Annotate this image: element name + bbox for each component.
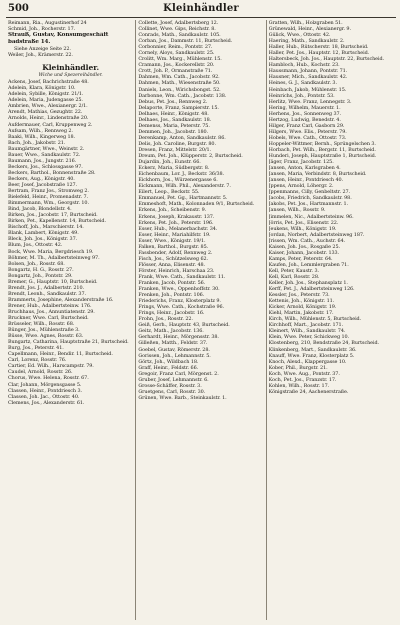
directory-entry: Adelein, Klara, Königstr. 10. xyxy=(8,85,76,92)
directory-entry: Eickmann, Wilh. Phil., Alexanderstr. 7. xyxy=(138,183,231,190)
directory-entry: Debus, Pet. Jos., Rennweg 2. xyxy=(138,98,208,105)
directory-entry: Jacobs, Friedrich, Sandkaulstr. 98. xyxy=(268,195,352,202)
directory-entry: Corbonnier, Reim., Pontstr. 27. xyxy=(138,44,213,51)
directory-entry: Reimann, Ria., Augustinerhof 24 xyxy=(8,20,87,26)
directory-entry: Haller, Hub., Rütscherstr. 18, Burtscheid. xyxy=(268,44,369,51)
directory-entry: Erkens, Joseph, Krakaustr. 137. xyxy=(138,213,215,220)
directory-entry: Gerhardt, Heinr., Mörgensstr. 38. xyxy=(138,334,219,341)
directory-entry: Fisch, Jos., Schützelsweg 62. xyxy=(138,255,208,262)
directory-entry: Kamps, Peter, Peterstr. 64. xyxy=(268,255,333,262)
directory-entry: Kirchhoff, Mart., Jacobstr. 171. xyxy=(268,322,344,329)
directory-entry: Derenkamp, Anton, Sandkaulstr. 86. xyxy=(138,134,226,141)
directory-entry: Bischoff, Joh., Marschierstr. 14. xyxy=(8,224,84,231)
directory-entry: Kober, Phil., Burgstr. 21. xyxy=(268,364,328,371)
directory-entry: Gülick, Wwe., Ottostr. 42. xyxy=(268,32,331,39)
directory-entry: Cornely, Aloys, Sandkaulstr. 25. xyxy=(138,50,215,57)
directory-entry: Herhens, Jos., Sonnenweg 37. xyxy=(268,110,341,117)
directory-entry: Beckers, Jos., Schlossgasse 97. xyxy=(8,163,83,170)
directory-entry: Graff, Heinr., Feldstr. 66. xyxy=(138,364,199,371)
directory-entry: Aufdermauer, Carl, Kruppenweg 2. xyxy=(8,121,93,128)
directory-entry: Ackens, Josef, Bachrichstraße 48. xyxy=(8,79,89,86)
directory-entry: Dahmen, Wm. Cath., Jacobstr. 92. xyxy=(138,74,220,81)
directory-entry: badstraße 14. xyxy=(8,39,51,46)
directory-entry: Esser, Hub., Melanerbachstr. 34. xyxy=(138,225,218,232)
directory-entry: Weiler, Joh., Krämerstr. 22. xyxy=(8,52,73,59)
directory-entry: Dahmen, Math., Wiesenstraße 50. xyxy=(138,80,221,87)
directory-entry: Bruckner, Wwe. Carl, Burtscheid. xyxy=(8,315,89,322)
directory-entry: Heinbach, Jakob, Mühlenstr. 15. xyxy=(268,86,347,93)
directory-entry: Kell, Peter, Kaustr. 3. xyxy=(268,267,319,274)
directory-entry: Brüsseler, Wilh., Rosstr. 68. xyxy=(8,321,75,328)
directory-entry: Delis, Joh. Caroline, Burgstr. 80. xyxy=(138,140,216,147)
directory-entry: Hoppeler-Wittmer, Bernh., Sprüngelschen 3. xyxy=(268,140,376,147)
directory-entry: Dresen, Franz, Mittelstr. 20/1. xyxy=(138,146,212,153)
directory-entry: Caudel, Arnold, Rosstr. 26. xyxy=(8,369,73,376)
directory-entry: Frohn, Jos., Rosstr. 22. xyxy=(138,316,193,323)
directory-entry: Adelein, Sybille, Königstr. 21/1. xyxy=(8,91,84,98)
directory-entry: Kettenis, Joh., Königstr. 11. xyxy=(268,298,335,305)
column-2 xyxy=(135,20,265,620)
directory-columns xyxy=(6,20,396,620)
page-number: 500 xyxy=(8,3,29,14)
directory-entry: Böhmer, M. Th., Adalbertsteinweg 97. xyxy=(8,254,100,261)
directory-entry: Kirch, Wilh., Mühlenstr. 5, Burtscheid. xyxy=(268,316,362,323)
directory-entry: Kicker, Arnold, Königstr. 19. xyxy=(268,304,337,311)
directory-entry: Demmen, Joh., Jacobstr. 180. xyxy=(138,128,209,135)
directory-entry: Kell, Karl, Rosstr. 28. xyxy=(268,273,320,280)
directory-entry: Gilleßen, Matth., Feldstr. 37. xyxy=(138,340,208,347)
directory-entry: Erkens, Joh., Scheibenstr. 9. xyxy=(138,207,207,214)
directory-entry: Grosse-Schäffer, Rosstr. 3. xyxy=(138,382,202,389)
directory-entry: Burg, Jos., Peterstr. 41. xyxy=(8,345,64,352)
directory-entry: Geitz, Math., Jacobstr. 136. xyxy=(138,328,204,335)
directory-entry: Esser, Heinr., Mariahilfstr. 19. xyxy=(138,231,211,238)
directory-entry: Kiehl, Martin, Jakobstr. 17. xyxy=(268,310,334,317)
directory-entry: Dreum, Pet. Joh., Klüpperstr. 2, Burtscheid. xyxy=(138,153,243,160)
directory-entry: Classen, Joh. Jac., Ottostr. 40. xyxy=(8,393,80,400)
directory-entry: Bind, Jacob, Blondellstr. 4. xyxy=(8,206,72,213)
directory-entry: Frings, Heinr., Jacobstr. 16. xyxy=(138,310,205,317)
directory-entry: Collinet, Wwe. Gips, Reichstr. 8. xyxy=(138,26,216,33)
directory-entry: Hering, Wilhelm, Mauerstr. 1. xyxy=(268,104,341,111)
directory-entry: Jansen, Heinr., Pontdriesch 40. xyxy=(268,177,344,184)
directory-entry: Bertram, Franz Jos., Stromweg 2. xyxy=(8,188,89,195)
directory-entry: Büsse, Wwe. Agnes, Rosstr. 63. xyxy=(8,333,84,340)
directory-entry: Gorissen, Joh., Lehmannstr. 5. xyxy=(138,352,211,359)
directory-entry: Cramann, Jos., Kockerellstr. 20. xyxy=(138,62,215,69)
directory-entry: Grünen, Wwe. Barb., Steinkaulstr. 1. xyxy=(138,394,227,401)
directory-entry: Kohlen, Wilh., Rosstr. 17. xyxy=(268,382,330,389)
directory-entry: Jansen, Wilh., Rosstr. 9. xyxy=(268,207,326,214)
directory-entry: Bach, Joh., Jakobstr. 21. xyxy=(8,139,66,146)
directory-entry: Haller, Pet. Jos., Hauptstr. 12, Burtscheid. xyxy=(268,50,370,57)
directory-entry: Haussmann, Johann, Pontstr. 71. xyxy=(268,68,348,75)
directory-entry: Frank, Wwe. Cath., Sandkaulstr. 11. xyxy=(138,273,226,280)
directory-entry: Jeukens, Wilh., Königstr. 19. xyxy=(268,225,337,232)
directory-entry: Daniels, Leon., Wirichsbongst. 52. xyxy=(138,86,221,93)
directory-entry: Kessler, Jos., Peterstr. 73. xyxy=(268,292,330,299)
directory-entry: Siehe Anzeige Seite 22. xyxy=(14,46,71,53)
directory-entry: Fassbender, Adolf, Rennweg 2. xyxy=(138,249,213,256)
directory-entry: Klinkenberg, Mart., Sandkaulstr. 36. xyxy=(268,346,357,353)
directory-entry: Dujardin, Joh., Eunstr. 66. xyxy=(138,159,201,166)
directory-entry: Gratten, Wilh., Holzgraben 51. xyxy=(268,20,343,26)
directory-entry: Beckers, Barthol., Bonnenstraße 28. xyxy=(8,169,96,176)
directory-entry: Delhaes, Jos., Sandkaulstr. 18. xyxy=(138,116,212,123)
directory-entry: Geiß, Gerh., Hauptstr. 43, Burtscheid. xyxy=(138,322,230,329)
directory-entry: Jrissen, Wm. Cath., Auchstr. 64. xyxy=(268,237,346,244)
directory-entry: Bimmermann, Wm., Georgstr. 10. xyxy=(8,200,89,207)
running-title: Kleinhändler xyxy=(163,3,239,14)
directory-entry: Blank, Lambert, Königstr. 49. xyxy=(8,230,79,237)
directory-entry: Bongartz, H. G., Rosstr. 27. xyxy=(8,266,74,273)
directory-entry: Haltersbeck, Joh. Jos., Hauptstr. 22, Burtscheid. xyxy=(268,56,385,63)
directory-entry: Hambloch, Hub., Kochstr. 23. xyxy=(268,62,340,69)
directory-entry: Jppenmanns, Cilly, Genbeltstr. 27. xyxy=(268,189,350,196)
directory-entry: Jäger, Franz, Jacobstr. 125. xyxy=(268,159,334,166)
directory-entry: Knoch, Alexd., Klappergasse 10. xyxy=(268,358,347,365)
directory-entry: Bruchhaus, Jos., Annuntiatenstr. 29. xyxy=(8,308,95,315)
directory-entry: Bungartz, Catharina, Hauptstraße 21, Burtscheid. xyxy=(8,339,129,346)
directory-entry: Gruber, Josef, Lehmannstr. 6. xyxy=(138,376,209,383)
directory-entry: Chorus, Wwe. Helena, Rosstr. 67. xyxy=(8,375,89,382)
directory-entry: Arnolds, Heinr., Lindenstraße 20. xyxy=(8,115,89,122)
directory-entry: Emmeshoft, Math., Kolonnaden 9/1, Burtscheid. xyxy=(138,201,255,208)
directory-entry: Classen, Heinr., Pontdriesch 3. xyxy=(8,387,82,394)
directory-entry: Hobels, Wwe. Cath., Ottostr. 73. xyxy=(268,134,347,141)
directory-entry: Horbach, Pet. Wilh., Bergstr. 11, Burtscheid. xyxy=(268,146,376,153)
directory-entry: Eilert, Leop., Beckstr. 55. xyxy=(138,189,200,196)
directory-entry: Arendt, Mathias, Gezughtr. 22. xyxy=(8,109,83,116)
directory-entry: Darbonne, Wm. Cath., Jacobstr. 138. xyxy=(138,92,227,99)
directory-entry: Hunderi, Joseph, Hauptstraße 1, Burtscheid. xyxy=(268,153,377,160)
directory-entry: Brendt, Jos. J., Adalbertstr. 210. xyxy=(8,284,84,291)
column-1 xyxy=(6,20,135,620)
directory-entry: Herlitz, Wwe. Franz, Lennegstr. 3. xyxy=(268,98,352,105)
directory-entry: Flösser, Anna, Elisenstr. 48. xyxy=(138,261,206,268)
directory-entry: Kaiser, Johann, Jacobstr. 133. xyxy=(268,249,340,256)
directory-entry: Strauß, Gustav, Konsumgeschäft xyxy=(8,32,109,39)
directory-entry: Brener, Hub., Adalbertsteinw. 176. xyxy=(8,302,92,309)
directory-entry: Hausner, Mich., Sandkaulstr. 42. xyxy=(268,74,348,81)
directory-entry: Erkens, Pet. Joh., Peterstr. 196. xyxy=(138,219,214,226)
directory-entry: Bleck, Joh. Jos., Königstr. 37. xyxy=(8,236,78,243)
directory-entry: Förster, Heinrich, Harschaa 23. xyxy=(138,267,215,274)
directory-entry: Klein, Wwe. Peter, Schickweg 10. xyxy=(268,334,350,341)
directory-entry: Beckers, Aug., Königstr. 40. xyxy=(8,175,75,182)
directory-entry: Jörris, Pet. Jos., Elisenstr. 22. xyxy=(268,219,339,226)
directory-entry: Clemens, Jos., Alexanderstr. 61. xyxy=(8,399,85,406)
directory-entry: Beer, Josef, Jacobstraße 127. xyxy=(8,181,78,188)
directory-entry: Schmid, Joh., Rocherstr. 17. xyxy=(8,26,76,33)
directory-entry: Brendt, Leonh., Sandkaulstr. 37. xyxy=(8,290,86,297)
directory-entry: Gruetgens, Carl, Rosstr. 30. xyxy=(138,388,206,395)
directory-entry: Esser, Wwe., Königstr. 19/1. xyxy=(138,237,206,244)
directory-entry: Corban, Jos., Dammstr. 11, Burtscheid. xyxy=(138,38,233,45)
directory-entry: Birken, Jos., Jacobstr. 17, Burtscheid. xyxy=(8,212,98,219)
directory-entry: Bremer, G., Hauptstr. 10, Burtscheid. xyxy=(8,278,98,285)
directory-entry: Heinrichs, Joh., Pontstr. 53. xyxy=(268,92,335,99)
directory-entry: Kleinert, Wilh., Sandkaulstr. 74. xyxy=(268,328,346,335)
directory-entry: Blum, Jos., Ottostr. 42. xyxy=(8,242,63,249)
directory-entry: Frings, Wwe. Cath., Kochstraße 96. xyxy=(138,304,225,311)
directory-entry: Königstraße 24, Aachenerstraße. xyxy=(268,388,349,395)
directory-entry: Bünger, Jos., Mühlenstraße 3. xyxy=(8,327,80,334)
page-header xyxy=(6,3,396,18)
directory-entry: Falken, Barthol., Burgstr. 85. xyxy=(138,243,209,250)
directory-entry: Goebel, Gustav, Römerstr. 28. xyxy=(138,346,210,353)
directory-entry: Bielefeld, Heinr., Promenadstr. 7. xyxy=(8,194,88,201)
directory-entry: Koch, Wwe. Aug., Pontstr. 37. xyxy=(268,370,340,377)
directory-entry: Friederichs, Franz, Klosterplatz 9. xyxy=(138,298,221,305)
directory-entry: Hertzog, Ludwig, Benedstr. 4. xyxy=(268,116,341,123)
directory-entry: Collette, Josef, Adalbertsberg 12. xyxy=(138,20,219,26)
directory-entry: Baumann, Jos., Jungstr. 216. xyxy=(8,157,77,164)
directory-entry: Carl, Lorenz, Rosstr. 76. xyxy=(8,357,67,364)
directory-entry: Delhaes, Heinr., Königstr. 48. xyxy=(138,110,209,117)
directory-entry: Bongartz, Joh., Pontstr. 29. xyxy=(8,272,73,279)
directory-entry: Frenken, Joh., Pontstr. 106. xyxy=(138,292,205,299)
directory-entry: Eickhorn, Jos., Würzenergasse 6. xyxy=(138,177,218,184)
directory-entry: Crolitt, Wm. Marg., Mühlenstr. 15. xyxy=(138,56,222,63)
directory-entry: Crott, Joh. P., Ormanstraße 71. xyxy=(138,68,213,75)
directory-entry: Jppens, Arnold, Löhergr. 2. xyxy=(268,183,334,190)
directory-entry: Jakobs, Pet. Jos., Hartmannstr. 1. xyxy=(268,201,348,208)
directory-entry: Adelein, Maria, Judengasse 25. xyxy=(8,97,83,104)
directory-entry: Gregoir, Franz Carl, Mörgenst. 2. xyxy=(138,370,219,377)
directory-entry: Demenss, Maria, Peterstr. 75. xyxy=(138,122,210,129)
directory-entry: Keller, Joh. Jos., Stephansplatz 1. xyxy=(268,280,348,287)
section-heading: Kleinhändler. xyxy=(42,63,100,73)
directory-entry: Baumgärtner, Wwe., Weinstr. 2. xyxy=(8,145,85,152)
directory-entry: Ambrien, Wwe., Alexianergr. 2/1. xyxy=(8,103,88,110)
directory-entry: Koch, Pet. Jos., Franzstr. 17. xyxy=(268,376,337,383)
directory-entry: Clar, Johann, Mörgensgasse 5. xyxy=(8,381,82,388)
directory-entry: Hilgers, Wwe. Elis., Peterstr. 79. xyxy=(268,128,347,135)
column-3 xyxy=(266,20,396,620)
directory-entry: Delaporte, Franz, Sampierstr. 15. xyxy=(138,104,219,111)
directory-entry: Heines, G. J., Sandkaulstr. 3. xyxy=(268,80,337,87)
directory-entry: Bolsen, Joh., Rosstr. 68. xyxy=(8,260,65,267)
directory-entry: Cartier, Ed. Wilh., Harscampstr. 79. xyxy=(8,363,94,370)
directory-entry: Grünewald, Heinr., Alexianergr. 9. xyxy=(268,26,351,33)
directory-entry: Birken, Pet., Kapellenstr. 14, Burtscheid. xyxy=(8,218,106,225)
directory-entry: Kaisen, Joh. Jos., Rosgaße 25. xyxy=(268,243,340,250)
directory-entry: Aufsam, Wilh., Rennweg 2. xyxy=(8,127,73,134)
directory-entry: Görtz, Joh., Wildbach 18. xyxy=(138,358,199,365)
directory-entry: Baaki, Wilh., Kingerweg 18. xyxy=(8,133,76,140)
directory-entry: Jordan, Norbert, Adalbertsteinweg 187. xyxy=(268,231,365,238)
directory-entry: Jansen, Maria, Verbindstr. 8, Burtscheid. xyxy=(268,171,367,178)
directory-entry: Bauer, Wwe., Sandkaulstr. 72. xyxy=(8,151,81,158)
directory-entry: Hilger, Franz Carl, Gasborn 29. xyxy=(268,122,345,129)
directory-entry: Conrads, Math., Sandkaulstr. 105. xyxy=(138,32,221,39)
directory-entry: Bock, Wwe. Maria, Bergdriesch 19. xyxy=(8,248,94,255)
directory-entry: Klostenberg, 210, Bendstraße 24, Burtscheid. xyxy=(268,340,379,347)
directory-entry: Eckerz, Maria, Südbergstr. 8. xyxy=(138,165,210,172)
directory-entry: Brammerts, Josephine, Alexanderstraße 16. xyxy=(8,296,114,303)
directory-entry: Jimmelen, Nic., Adalbertsteinw. 96. xyxy=(268,213,354,220)
directory-entry: Kaufen, Joh., Lemmlergraben 71. xyxy=(268,261,349,268)
directory-entry: Franken, Jacob, Pontstr. 56. xyxy=(138,280,206,287)
directory-entry: Emmanuel, Pet. Gg., Hartmannstr. 5. xyxy=(138,195,228,202)
directory-entry: Knauff, Wwe. Franz, Klosterplatz 5. xyxy=(268,352,355,359)
directory-entry: Haering, Math., Sandkaulstr. 2. xyxy=(268,38,345,45)
section-note: Wiche und Spezereihändler. xyxy=(38,73,103,79)
directory-entry: Eichenbaum, Lor. J., Beckstr. 36/38. xyxy=(138,171,225,178)
directory-entry: Franken, Wwe., Oppenhoffstr. 30. xyxy=(138,286,220,293)
directory-entry: Kerff, Pet. J., Adalbertsteinweg 126. xyxy=(268,286,355,293)
directory-entry: Capellmann, Heinr., Bendir. 11, Burtscheid. xyxy=(8,351,113,358)
directory-entry: Jansen, Anton, Karlsgraben 4. xyxy=(268,165,341,172)
